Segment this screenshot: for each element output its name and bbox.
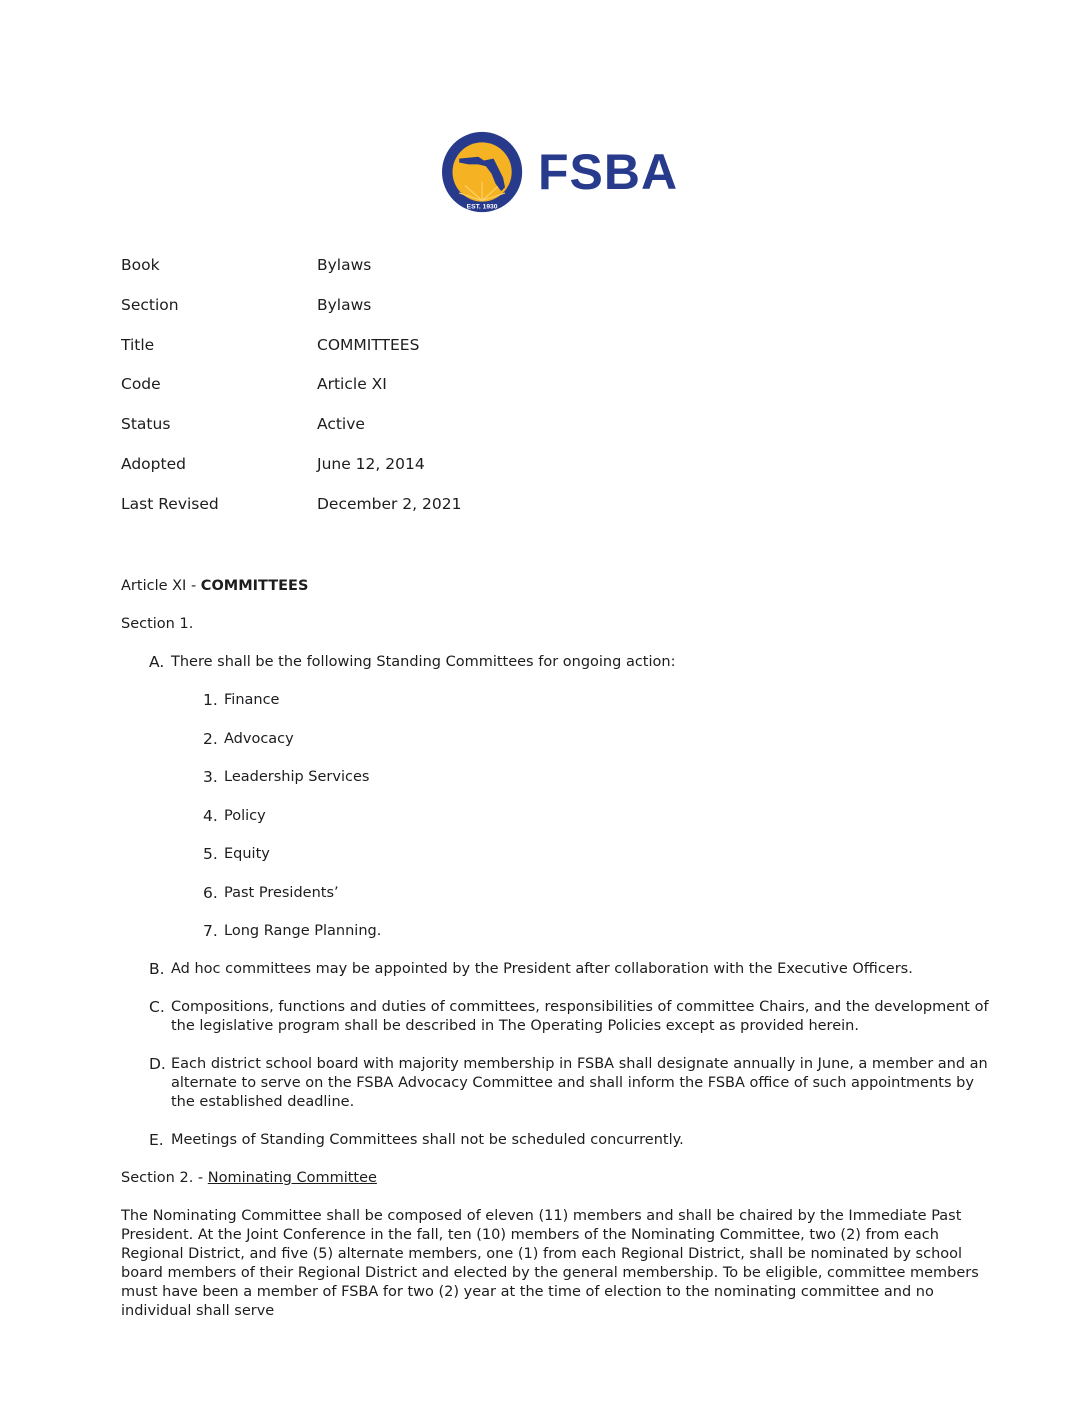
committee-item [203,730,1001,769]
section-1-items [121,653,1001,1150]
committee-name: Advocacy [224,730,294,747]
list-marker: 6. [203,883,218,902]
fsba-seal-icon [436,130,532,214]
meta-label: Book [121,256,160,274]
standing-committees-list [149,691,1001,941]
list-marker: E. [149,1131,164,1149]
list-item-text: Each district school board with majority membership in FSBA shall designate annually in June, a member and an alternate to serve on the FSBA Advocacy Committee and shall inform the FSBA office of such appointments by the established deadline. [171,1056,988,1110]
article-title: COMMITTEES [200,578,309,594]
meta-row-adopted [121,455,461,495]
meta-value: June 12, 2014 [317,454,425,473]
committee-item [203,691,1001,730]
list-item-text: There shall be the following Standing Committees for ongoing action: [171,654,676,670]
section-2-prefix: Section 2. - [121,1170,208,1186]
list-marker: 4. [203,806,218,825]
meta-row-book [121,256,461,296]
committee-name: Policy [224,807,266,824]
meta-row-status [121,415,461,455]
list-item-text: Ad hoc committees may be appointed by the President after collaboration with the Executive Officers. [171,961,913,977]
list-item-d [149,1055,1001,1112]
meta-label: Title [121,335,155,354]
committee-name: Finance [224,692,280,708]
meta-value: Article XI [317,375,387,394]
list-marker: 2. [203,729,218,748]
committee-item [203,845,1001,884]
committee-item [203,884,1001,923]
meta-value: December 2, 2021 [317,494,462,513]
meta-value: COMMITTEES [317,335,420,354]
meta-label: Adopted [121,454,186,473]
section-2-body: The Nominating Committee shall be composed of eleven (11) members and shall be chaired by the Immediate Past President. At the Joint Conference in the fall, ten (10) members of the Nominating Committee, two (2) from each Regional District, and five (5) alternate members, one (1) from each Regional District, shall be nominated by school board members of their Regional District and elected by the general membership. To be eligible, committee members must have been a member of FSBA for two (2) year at the time of election to the nominating committee and no individual shall serve [121,1208,979,1319]
meta-label: Last Revised [121,494,219,513]
list-item-e [149,1131,1001,1150]
meta-label: Code [121,375,161,394]
list-marker: C. [149,998,165,1016]
meta-row-title [121,336,461,376]
list-marker: 1. [203,691,218,709]
section-2-title: Nominating Committee [207,1170,377,1186]
list-marker: 3. [203,768,218,786]
meta-row-section [121,296,461,336]
committee-item [203,807,1001,846]
meta-label: Status [121,415,171,434]
list-item-text: Compositions, functions and duties of committees, responsibilities of committee Chairs, and the development of the legislative program shall be described in The Operating Policies except as provided herein. [171,999,989,1034]
section-2-heading [121,1169,1001,1188]
committee-item [203,768,1001,807]
meta-row-last-revised [121,495,461,535]
list-marker: D. [149,1055,166,1073]
meta-value: Bylaws [317,295,372,314]
meta-value: Active [317,415,365,434]
fsba-wordmark: FSBA [538,144,679,200]
section-1-heading: Section 1. [121,616,194,632]
committee-name: Equity [224,846,270,862]
meta-row-code [121,375,461,415]
list-item-a [149,653,1001,941]
article-prefix: Article XI - [121,578,201,594]
meta-label: Section [121,295,179,314]
committee-name: Past Presidents’ [224,884,339,901]
fsba-logo [436,130,696,214]
committee-item [203,922,1001,941]
list-marker: 7. [203,922,218,940]
svg-text:EST. 1930: EST. 1930 [466,203,498,211]
list-item-c [149,998,1001,1036]
list-marker: B. [149,960,165,978]
committee-name: Leadership Services [224,769,370,785]
article-heading [121,577,1001,596]
list-marker: A. [149,653,165,671]
list-item-b [149,960,1001,979]
committee-name: Long Range Planning. [224,923,382,939]
list-item-text: Meetings of Standing Committees shall not be scheduled concurrently. [171,1132,684,1148]
list-marker: 5. [203,845,218,863]
meta-value: Bylaws [317,256,372,274]
document-metadata-table [121,256,461,535]
document-body [121,577,1001,1321]
